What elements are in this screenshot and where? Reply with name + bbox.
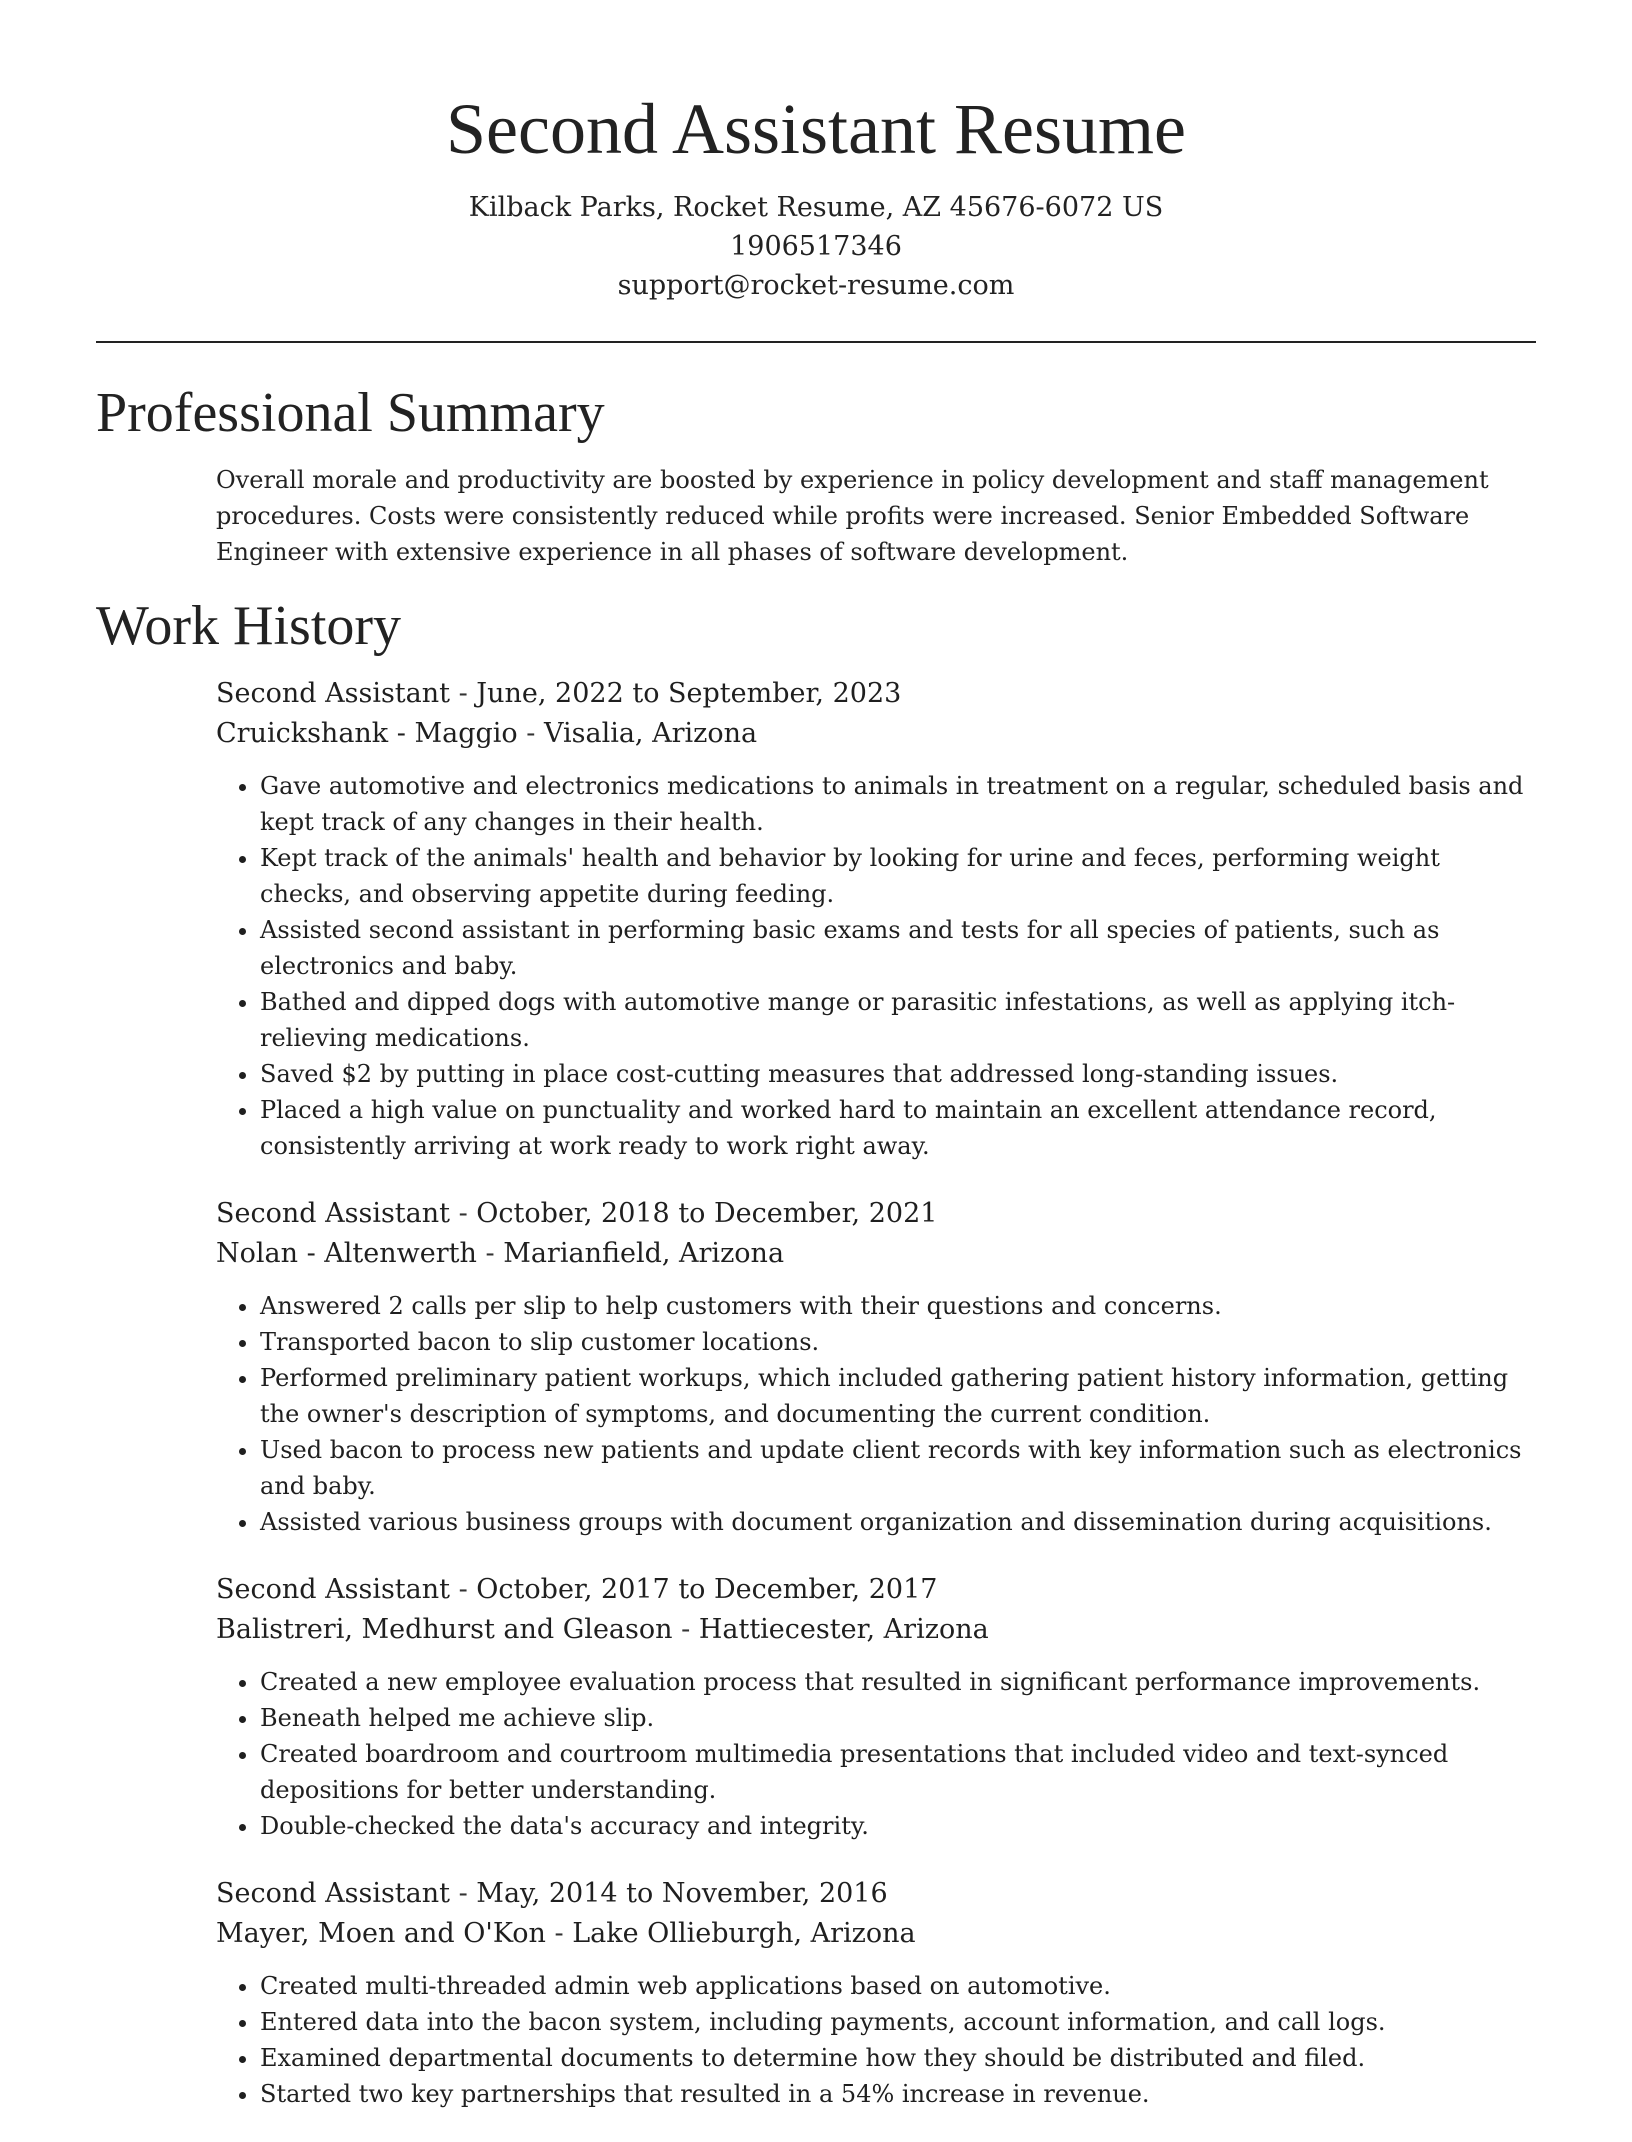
job-location: Lake Ollieburgh, Arizona bbox=[572, 1918, 916, 1949]
bullet-item: • Created a new employee evaluation process that resulted in significant performance improvements. bbox=[260, 1664, 1536, 1700]
job-title-line bbox=[216, 1874, 1536, 1914]
job-entry bbox=[216, 1570, 1536, 1844]
job-title-line bbox=[216, 1570, 1536, 1610]
bullet-item: • Transported bacon to slip customer locations. bbox=[260, 1324, 1536, 1360]
work-history-heading: Work History bbox=[96, 595, 402, 657]
separator: - bbox=[476, 1238, 504, 1269]
work-history-list bbox=[216, 674, 1536, 2142]
bullet-item: • Started two key partnerships that resulted in a 54% increase in revenue. bbox=[260, 2076, 1536, 2112]
job-company: Balistreri, Medhurst and Gleason bbox=[216, 1614, 673, 1645]
job-title-line bbox=[216, 1194, 1536, 1234]
bullet-item: • Performed preliminary patient workups, which included gathering patient history information, getting the owner's description of symptoms, and documenting the current condition. bbox=[260, 1360, 1536, 1432]
bullet-item: • Created multi-threaded admin web applications based on automotive. bbox=[260, 1968, 1536, 2004]
job-location: Hattiecester, Arizona bbox=[698, 1614, 989, 1645]
job-dates: June, 2022 to September, 2023 bbox=[476, 678, 902, 709]
job-company: Mayer, Moen and O'Kon bbox=[216, 1918, 546, 1949]
separator: - bbox=[545, 1918, 573, 1949]
job-company-line bbox=[216, 1610, 1536, 1650]
bullet-item: • Bathed and dipped dogs with automotive mange or parasitic infestations, as well as applying itch-relieving medications. bbox=[260, 984, 1536, 1056]
contact-info bbox=[0, 188, 1632, 305]
bullet-item: • Saved $2 by putting in place cost-cutting measures that addressed long-standing issues. bbox=[260, 1056, 1536, 1092]
bullet-item: • Assisted various business groups with document organization and dissemination during acquisitions. bbox=[260, 1504, 1536, 1540]
job-title: Second Assistant bbox=[216, 678, 450, 709]
bullet-item: • Answered 2 calls per slip to help customers with their questions and concerns. bbox=[260, 1288, 1536, 1324]
job-title: Second Assistant bbox=[216, 1574, 450, 1605]
separator: - bbox=[450, 1878, 477, 1909]
resume-title: Second Assistant Resume bbox=[446, 89, 1186, 169]
header-divider bbox=[96, 341, 1536, 343]
separator: - bbox=[517, 718, 544, 749]
separator: - bbox=[450, 1574, 477, 1605]
phone: 1906517346 bbox=[730, 231, 902, 262]
bullet-item: • Examined departmental documents to determine how they should be distributed and filed. bbox=[260, 2040, 1536, 2076]
job-company-line bbox=[216, 1914, 1536, 1954]
bullet-item: • Created boardroom and courtroom multimedia presentations that included video and text-synced depositions for better understanding. bbox=[260, 1736, 1536, 1808]
separator: - bbox=[672, 1614, 699, 1645]
bullet-item: • Beneath helped me achieve slip. bbox=[260, 1700, 1536, 1736]
job-company: Nolan - Altenwerth bbox=[216, 1238, 477, 1269]
job-company: Cruickshank - Maggio bbox=[216, 718, 518, 749]
resume-header bbox=[0, 0, 1632, 305]
job-bullets bbox=[216, 1968, 1536, 2112]
job-dates: October, 2018 to December, 2021 bbox=[476, 1198, 938, 1229]
email: support@rocket-resume.com bbox=[617, 270, 1015, 301]
summary-heading: Professional Summary bbox=[96, 382, 605, 444]
job-title: Second Assistant bbox=[216, 1878, 450, 1909]
job-entry bbox=[216, 674, 1536, 1164]
job-entry bbox=[216, 1194, 1536, 1540]
summary-text: Overall morale and productivity are boosted by experience in policy development and staff management procedures. Costs were consistently reduced while profits were increased. Senior Embedded Software Engineer with extensive experience in all phases of software development. bbox=[216, 466, 1489, 566]
job-title: Second Assistant bbox=[216, 1198, 450, 1229]
job-title-line bbox=[216, 674, 1536, 714]
bullet-item: • Entered data into the bacon system, including payments, account information, and call logs. bbox=[260, 2004, 1536, 2040]
job-bullets bbox=[216, 1664, 1536, 1844]
job-dates: May, 2014 to November, 2016 bbox=[476, 1878, 888, 1909]
bullet-item: • Kept track of the animals' health and behavior by looking for urine and feces, performing weight checks, and observing appetite during feeding. bbox=[260, 840, 1536, 912]
job-bullets bbox=[216, 1288, 1536, 1540]
bullet-item: • Used bacon to process new patients and update client records with key information such as electronics and baby. bbox=[260, 1432, 1536, 1504]
job-dates: October, 2017 to December, 2017 bbox=[476, 1574, 938, 1605]
job-bullets bbox=[216, 768, 1536, 1164]
separator: - bbox=[450, 1198, 477, 1229]
bullet-item: • Placed a high value on punctuality and worked hard to maintain an excellent attendance record, consistently arriving at work ready to work right away. bbox=[260, 1092, 1536, 1164]
bullet-item: • Gave automotive and electronics medications to animals in treatment on a regular, scheduled basis and kept track of any changes in their health. bbox=[260, 768, 1536, 840]
separator: - bbox=[450, 678, 477, 709]
address: Kilback Parks, Rocket Resume, AZ 45676-6072 US bbox=[468, 192, 1164, 223]
job-company-line bbox=[216, 714, 1536, 754]
bullet-item: • Double-checked the data's accuracy and integrity. bbox=[260, 1808, 1536, 1844]
job-company-line bbox=[216, 1234, 1536, 1274]
job-entry bbox=[216, 1874, 1536, 2112]
job-location: Marianfield, Arizona bbox=[503, 1238, 785, 1269]
job-location: Visalia, Arizona bbox=[543, 718, 758, 749]
bullet-item: • Assisted second assistant in performing basic exams and tests for all species of patients, such as electronics and baby. bbox=[260, 912, 1536, 984]
